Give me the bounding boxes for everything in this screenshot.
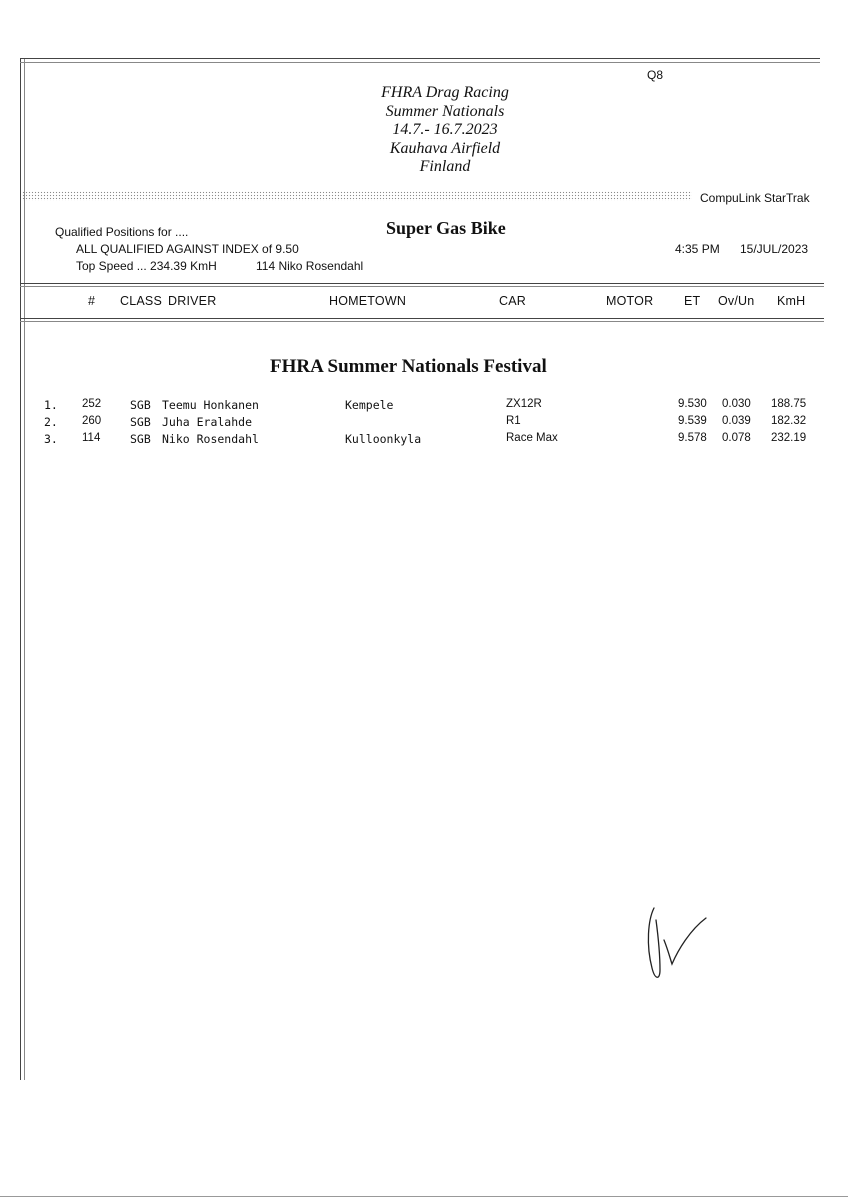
- event-line-3: 14.7.- 16.7.2023: [392, 121, 498, 138]
- col-car-header: CAR: [499, 294, 526, 308]
- row-kmh: 182.32: [771, 415, 807, 427]
- software-credit: CompuLink StarTrak: [700, 191, 810, 205]
- header-rule-bottom-2: [20, 321, 824, 322]
- col-kmh-header: KmH: [777, 294, 806, 308]
- index-line: ALL QUALIFIED AGAINST INDEX of 9.50: [76, 242, 299, 256]
- frame-top-line: [20, 58, 820, 59]
- row-et: 9.578: [678, 432, 707, 444]
- round-code: Q8: [647, 68, 664, 82]
- dotted-divider: [22, 191, 692, 201]
- top-speed-label: Top Speed ... 234.39 KmH: [76, 259, 217, 273]
- frame-left-line: [20, 58, 21, 1080]
- row-car: Race Max: [506, 432, 558, 444]
- row-number: 252: [82, 398, 102, 410]
- row-ovun: 0.030: [722, 398, 751, 410]
- class-title: Super Gas Bike: [386, 218, 506, 238]
- signature: [640, 900, 720, 990]
- row-driver: Teemu Honkanen: [162, 398, 259, 412]
- row-car: ZX12R: [506, 398, 542, 410]
- section-title: FHRA Summer Nationals Festival: [270, 356, 547, 377]
- event-line-4: Kauhava Airfield: [389, 139, 501, 157]
- header-rule-top: [20, 283, 824, 284]
- row-class: SGB: [130, 415, 151, 429]
- row-hometown: Kulloonkyla: [345, 432, 422, 446]
- report-time: 4:35 PM: [675, 242, 720, 256]
- col-et-header: ET: [684, 294, 701, 308]
- event-line-1: FHRA Drag Racing: [381, 84, 509, 101]
- col-class-header: CLASS: [120, 294, 162, 308]
- frame-top-line-inner: [20, 62, 820, 63]
- row-class: SGB: [130, 398, 151, 412]
- event-title-block: [330, 84, 560, 177]
- row-hometown: Kempele: [345, 398, 394, 412]
- row-kmh: 188.75: [771, 398, 807, 410]
- row-ovun: 0.039: [722, 415, 751, 427]
- row-position: 3.: [44, 432, 58, 446]
- col-ovun-header: Ov/Un: [718, 294, 755, 308]
- event-line-2: Summer Nationals: [385, 102, 505, 120]
- header-rule-bottom: [20, 318, 824, 319]
- top-speed-holder: 114 Niko Rosendahl: [256, 259, 364, 273]
- row-position: 2.: [44, 415, 58, 429]
- report-date: 15/JUL/2023: [740, 242, 809, 256]
- row-number: 114: [82, 432, 101, 444]
- col-hometown-header: HOMETOWN: [329, 294, 407, 308]
- row-number: 260: [82, 415, 102, 427]
- row-ovun: 0.078: [722, 432, 751, 444]
- row-et: 9.539: [678, 415, 707, 427]
- row-et: 9.530: [678, 398, 707, 410]
- col-num-header: #: [88, 294, 96, 308]
- qualified-for-label: Qualified Positions for ....: [55, 225, 189, 239]
- col-motor-header: MOTOR: [606, 294, 654, 308]
- row-kmh: 232.19: [771, 432, 807, 444]
- row-car: R1: [506, 415, 521, 427]
- page-bottom-rule: [0, 1196, 848, 1197]
- row-driver: Niko Rosendahl: [162, 432, 259, 446]
- row-position: 1.: [44, 398, 58, 412]
- col-driver-header: DRIVER: [168, 294, 217, 308]
- row-driver: Juha Eralahde: [162, 415, 253, 429]
- event-line-5: Finland: [419, 158, 471, 175]
- header-rule-top-2: [20, 286, 824, 287]
- row-class: SGB: [130, 432, 151, 446]
- frame-left-line-inner: [24, 58, 25, 1080]
